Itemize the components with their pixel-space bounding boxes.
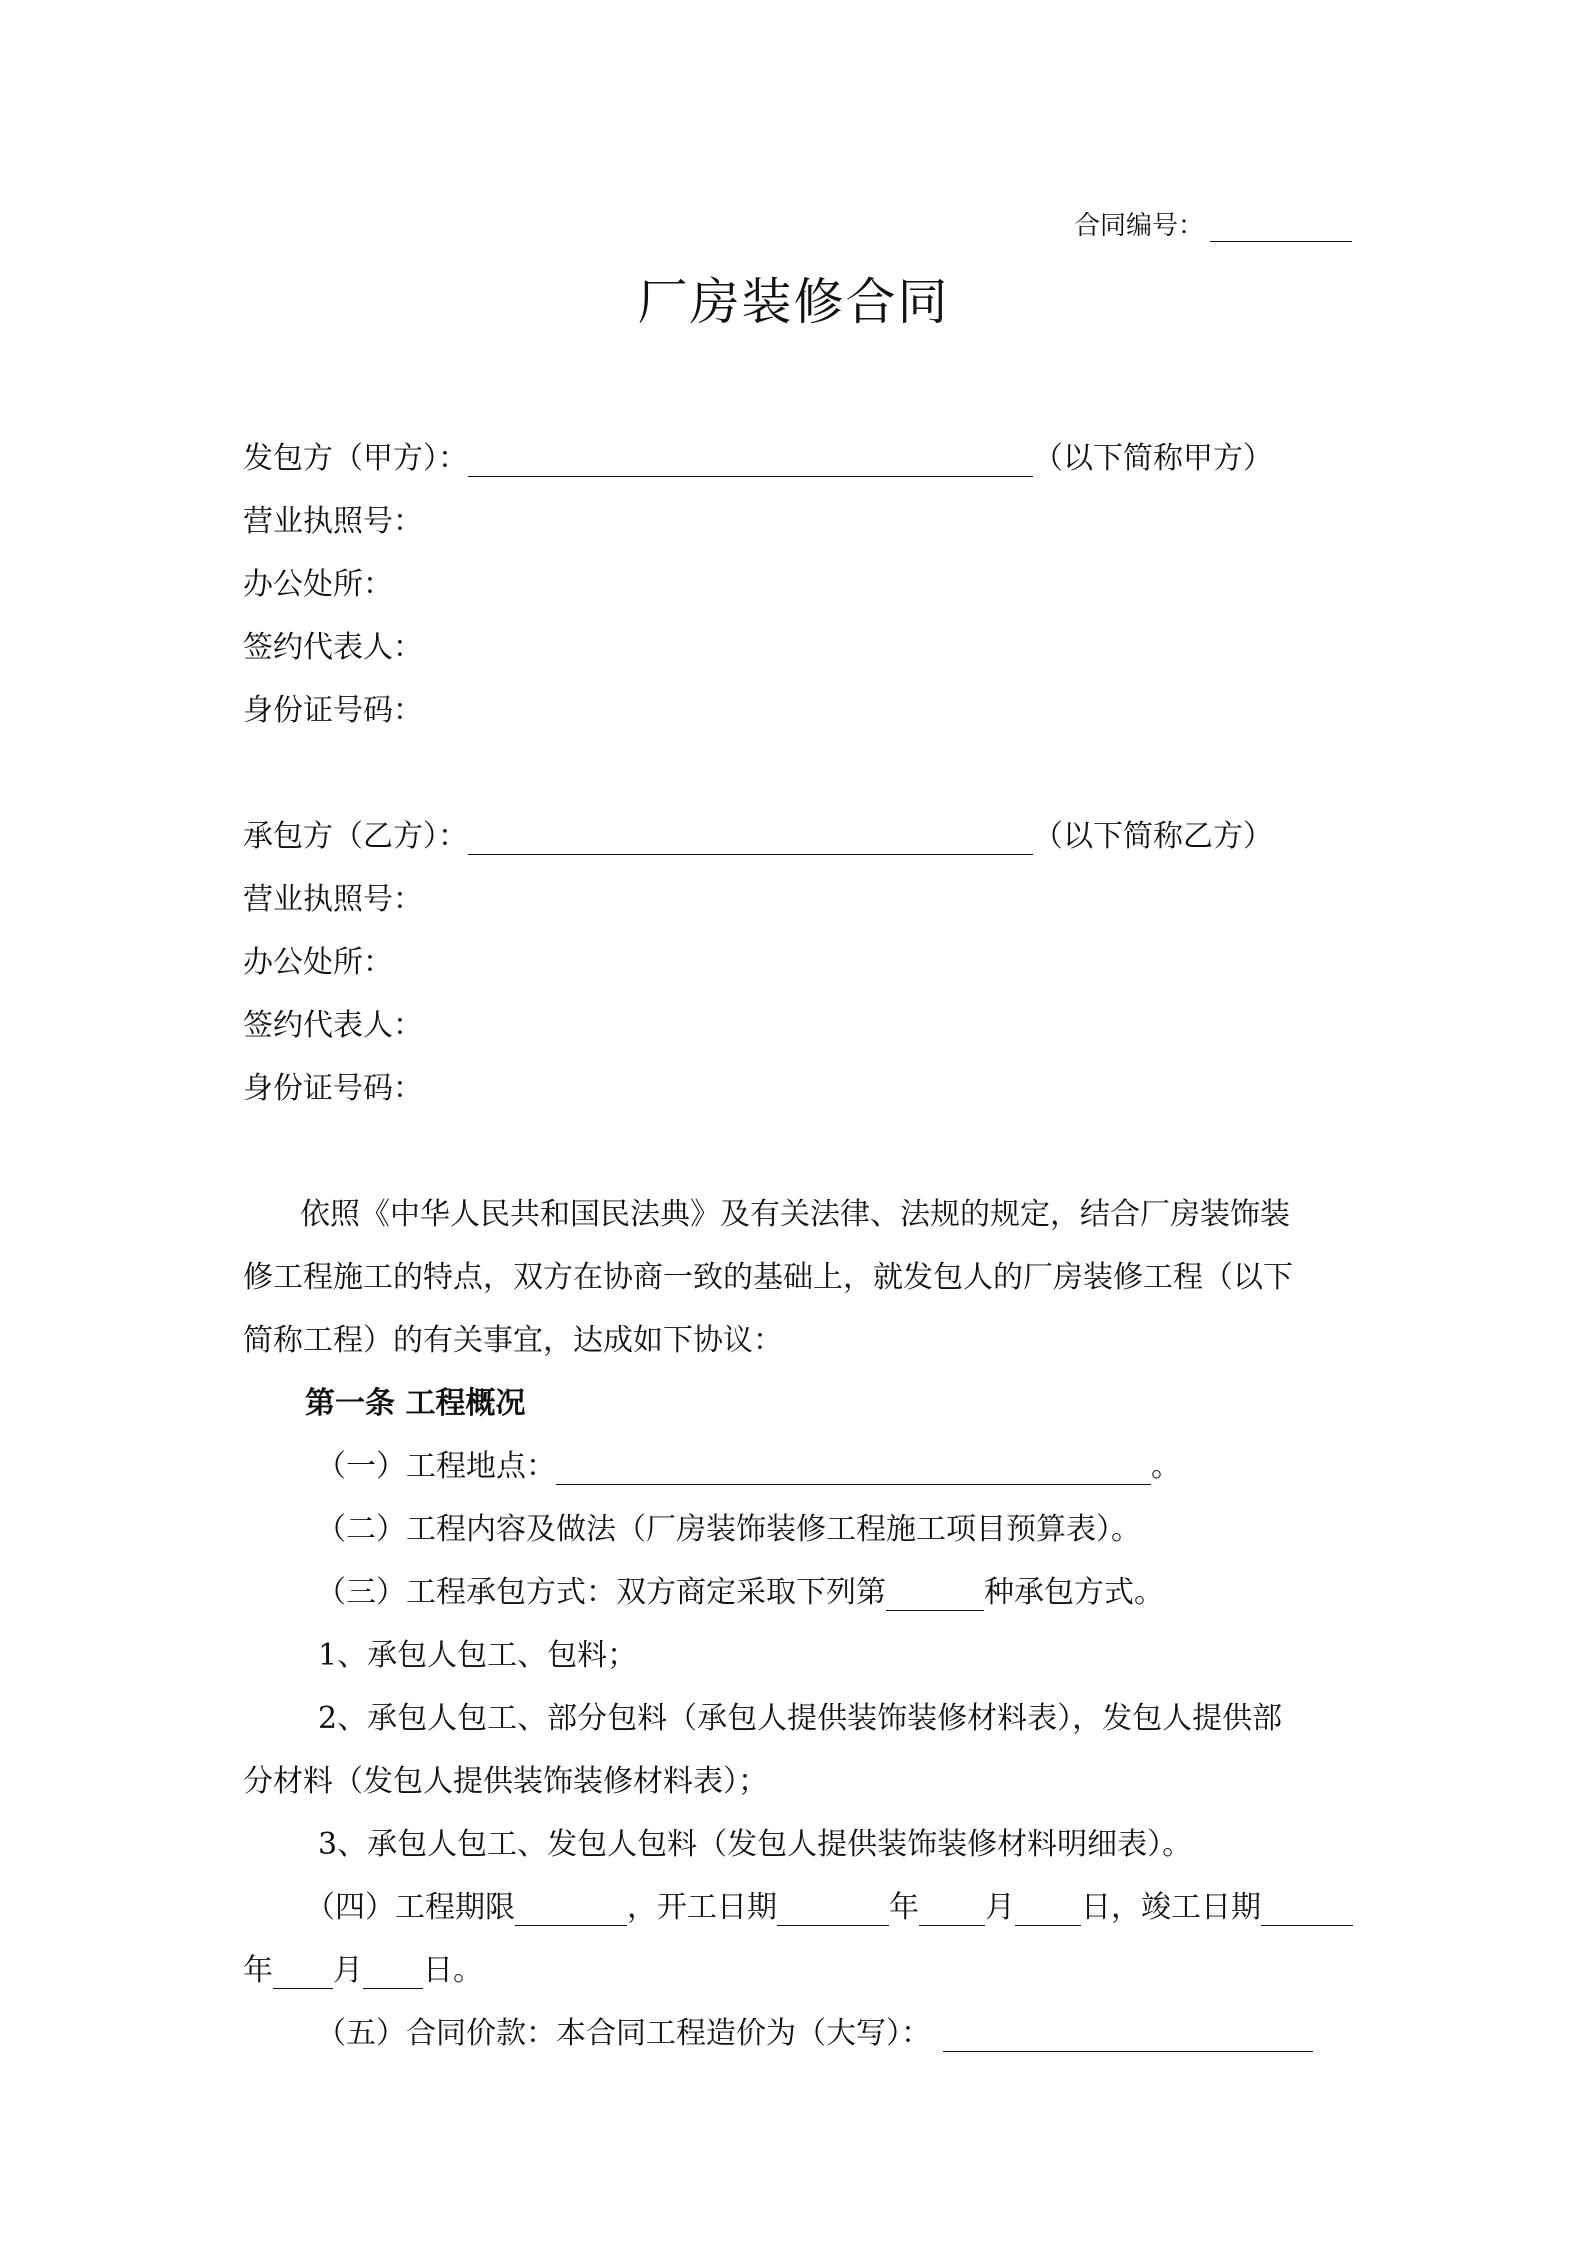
party-b-id: 身份证号码： — [243, 1071, 423, 1106]
item-3-line — [316, 1567, 1164, 1611]
party-b-label: 承包方（乙方）： — [243, 819, 468, 854]
intro-line-3: 简称工程）的有关事宜，达成如下协议： — [243, 1323, 783, 1358]
contract-number-blank[interactable] — [1210, 217, 1352, 242]
page-title: 厂房装修合同 — [637, 273, 950, 331]
contract-price-blank[interactable] — [943, 2021, 1313, 2052]
option-3: 3、承包人包工、发包人包料（发包人提供装饰装修材料明细表）。 — [318, 1827, 1193, 1862]
item-4-line — [305, 1882, 1353, 1926]
item-4-start-label: ，开工日期 — [627, 1890, 777, 1925]
item-5-line — [316, 2008, 1313, 2052]
item-3-text-b: 种承包方式。 — [984, 1575, 1164, 1610]
item-4-year-2: 年 — [243, 1953, 273, 1988]
intro-line-2: 修工程施工的特点，双方在协商一致的基础上，就发包人的厂房装修工程（以下 — [243, 1260, 1293, 1295]
option-1: 1、承包人包工、包料； — [318, 1638, 638, 1673]
contract-number — [1074, 205, 1352, 242]
option-2-line-1: 2、承包人包工、部分包料（承包人提供装饰装修材料表），发包人提供部 — [318, 1701, 1283, 1736]
party-a-label: 发包方（甲方）： — [243, 441, 468, 476]
item-1-end: 。 — [1151, 1449, 1181, 1484]
item-4-year: 年 — [889, 1890, 919, 1925]
end-day-blank[interactable] — [363, 1958, 423, 1989]
item-4-month-2: 月 — [333, 1953, 363, 1988]
option-2-line-2: 分材料（发包人提供装饰装修材料表）； — [243, 1764, 768, 1799]
item-4-day-end-label: 日，竣工日期 — [1081, 1890, 1261, 1925]
start-day-blank[interactable] — [1015, 1895, 1081, 1926]
party-a-office: 办公处所： — [243, 567, 393, 602]
project-location-blank[interactable] — [556, 1454, 1151, 1485]
party-b-rep: 签约代表人： — [243, 1008, 423, 1043]
item-2: （二）工程内容及做法（厂房装饰装修工程施工项目预算表）。 — [316, 1512, 1141, 1547]
party-b-name-blank[interactable] — [468, 824, 1033, 855]
duration-blank[interactable] — [515, 1895, 627, 1926]
party-b-suffix: （以下简称乙方） — [1033, 819, 1273, 854]
contract-method-blank[interactable] — [886, 1580, 984, 1611]
item-4-day-2: 日。 — [423, 1953, 483, 1988]
item-5-label: （五）合同价款：本合同工程造价为（大写）： — [316, 2016, 931, 2051]
party-a-name-blank[interactable] — [468, 446, 1033, 477]
end-year-blank[interactable] — [1261, 1895, 1353, 1926]
item-1-label: （一）工程地点： — [316, 1449, 556, 1484]
end-month-blank[interactable] — [273, 1958, 333, 1989]
party-a-suffix: （以下简称甲方） — [1033, 441, 1273, 476]
party-b-license: 营业执照号： — [243, 882, 423, 917]
item-4-label: （四）工程期限 — [305, 1890, 515, 1925]
contract-number-label: 合同编号： — [1073, 211, 1204, 241]
party-b-line — [243, 811, 1273, 855]
item-4-month: 月 — [985, 1890, 1015, 1925]
article-1-heading: 第一条 工程概况 — [305, 1386, 526, 1421]
party-a-license: 营业执照号： — [243, 504, 423, 539]
party-a-rep: 签约代表人： — [243, 630, 423, 665]
item-1-line — [316, 1441, 1181, 1485]
party-a-id: 身份证号码： — [243, 693, 423, 728]
party-a-line — [243, 433, 1273, 477]
start-month-blank[interactable] — [919, 1895, 985, 1926]
item-3-text-a: （三）工程承包方式：双方商定采取下列第 — [316, 1575, 886, 1610]
start-year-blank[interactable] — [777, 1895, 889, 1926]
intro-line-1: 依照《中华人民共和国民法典》及有关法律、法规的规定，结合厂房装饰装 — [300, 1197, 1290, 1232]
item-4-line-2 — [243, 1945, 483, 1989]
party-b-office: 办公处所： — [243, 945, 393, 980]
